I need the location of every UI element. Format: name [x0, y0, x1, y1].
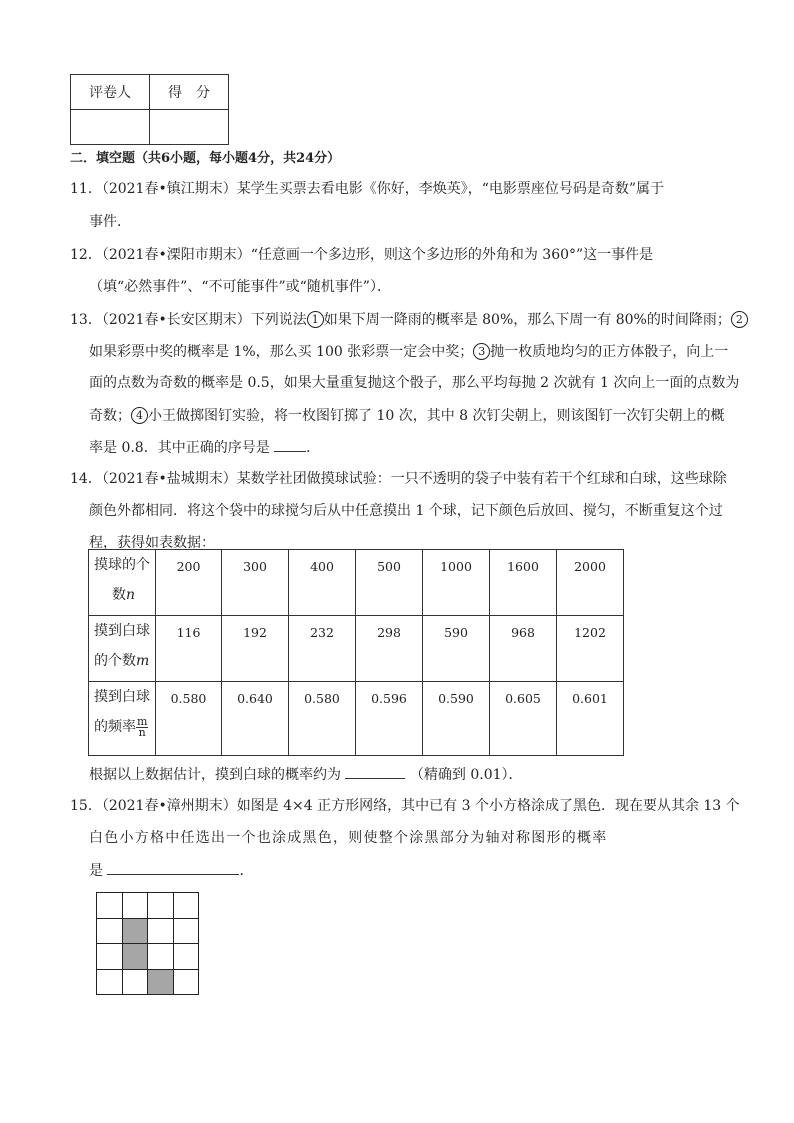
grid-cell [173, 943, 200, 970]
grid-cell [173, 918, 200, 945]
row-header-freq: 摸到白球 的频率 $\frac{m}{n}$ [89, 682, 156, 756]
row-header-m: 摸到白球 的个数m [89, 616, 156, 682]
grid-cell [96, 969, 123, 996]
experiment-table [88, 549, 624, 756]
table-cell: 400 [289, 550, 356, 616]
table-cell: 500 [356, 550, 423, 616]
table-cell: 0.605 [490, 682, 557, 756]
grid-cell-shaded [122, 918, 149, 945]
grid-cell [173, 892, 200, 919]
q13-line2: 如果彩票中奖的概率是 1%，那么买 100 张彩票一定会中奖； 3 抛一枚质地均匀的正方体骰子，向上一 [89, 344, 729, 360]
q15-line3: 是 ． [89, 863, 254, 879]
circled-number-3: 3 [473, 343, 490, 360]
table-cell: 192 [222, 616, 289, 682]
q12-line2: （填“必然事件”、“不可能事件”或“随机事件”）． [89, 279, 391, 295]
row-header-n: 摸球的个 数n [89, 550, 156, 616]
table-cell: 2000 [557, 550, 624, 616]
table-cell: 968 [490, 616, 557, 682]
table-cell: 300 [222, 550, 289, 616]
score-cell [150, 110, 229, 145]
score-table [70, 74, 229, 145]
grid-cell [147, 918, 174, 945]
grid-cell-shaded [147, 969, 174, 996]
q14-line3: 程，获得如表数据： [89, 535, 215, 551]
table-cell: 116 [156, 616, 222, 682]
reviewer-header: 评卷人 [71, 75, 150, 110]
table-cell: 232 [289, 616, 356, 682]
table-cell: 0.640 [222, 682, 289, 756]
table-cell: 1000 [423, 550, 490, 616]
table-cell: 0.580 [289, 682, 356, 756]
grid-cell [147, 943, 174, 970]
q14-line2: 颜色外都相同．将这个袋中的球搅匀后从中任意摸出 1 个球，记下颜色后放回、搅匀，不断重复这个过 [89, 503, 723, 519]
grid-cell [122, 892, 149, 919]
q15-line1: 15．（2021春•漳州期末）如图是 4×4 正方形网络，其中已有 3 个小方格涂成了黑色．现在要从其余 13 个 [70, 798, 740, 814]
section-header: 二．填空题（共6小题，每小题4分，共24分） [70, 151, 341, 166]
answer-blank [107, 862, 239, 875]
grid-cell [122, 969, 149, 996]
score-header: 得 分 [150, 75, 229, 110]
table-cell: 0.601 [557, 682, 624, 756]
q13-line1: 13．（2021春•长安区期末）下列说法 1 如果下周一降雨的概率是 80%，那么下周一有 80%的时间降雨； 2 [70, 311, 748, 328]
q13-line5: 率是 0.8．其中正确的序号是 ． [89, 440, 321, 456]
table-cell: 0.580 [156, 682, 222, 756]
grid-cell [147, 892, 174, 919]
fraction-m-over-n: $\frac{m}{n}$ [137, 714, 148, 739]
answer-blank [274, 439, 306, 452]
q13-line3: 面的点数为奇数的概率是 0.5，如果大量重复抛这个骰子，那么平均每抛 2 次就有 1 次向上一面的点数为 [89, 375, 740, 391]
q14-after-table: 根据以上数据估计，摸到白球的概率约为 （精确到 0.01）． [89, 767, 523, 783]
q13-line4: 奇数； 4 小王做掷图钉实验，将一枚图钉掷了 10 次，其中 8 次钉尖朝上，则该图钉一次钉尖朝上的概 [89, 408, 725, 424]
q14-line1: 14．（2021春•盐城期末）某数学社团做摸球试验：一只不透明的袋子中装有若干个红球和白球，这些球除 [70, 471, 727, 487]
q11-line1: 11．（2021春•镇江期末）某学生买票去看电影《你好，李焕英》，“电影票座位号码是奇数”属于 [70, 181, 665, 197]
grid-cell [96, 918, 123, 945]
circled-number-1: 1 [307, 311, 324, 328]
table-cell: 200 [156, 550, 222, 616]
table-cell: 1600 [490, 550, 557, 616]
circled-number-4: 4 [131, 407, 148, 424]
q11-line2: 事件． [89, 214, 131, 230]
table-cell: 590 [423, 616, 490, 682]
circled-number-2: 2 [731, 311, 748, 328]
grid-cell [96, 892, 123, 919]
table-cell: 298 [356, 616, 423, 682]
square-grid-4x4 [96, 892, 198, 994]
table-cell: 1202 [557, 616, 624, 682]
grid-cell [96, 943, 123, 970]
q12-line1: 12．（2021春•溧阳市期末）“任意画一个多边形，则这个多边形的外角和为 360°”这一事件是 [70, 247, 654, 263]
grid-cell-shaded [122, 943, 149, 970]
table-cell: 0.590 [423, 682, 490, 756]
table-cell: 0.596 [356, 682, 423, 756]
answer-blank [345, 766, 405, 779]
q15-line2: 白 色 小 方 格 中 任 选 出 一 个 也 涂 成 黑 色 ， 则 使 整 个 涂 黑 部 分 为 轴 对 称 图 形 的 概 率 [89, 830, 605, 846]
grid-cell [173, 969, 200, 996]
reviewer-cell [71, 110, 150, 145]
